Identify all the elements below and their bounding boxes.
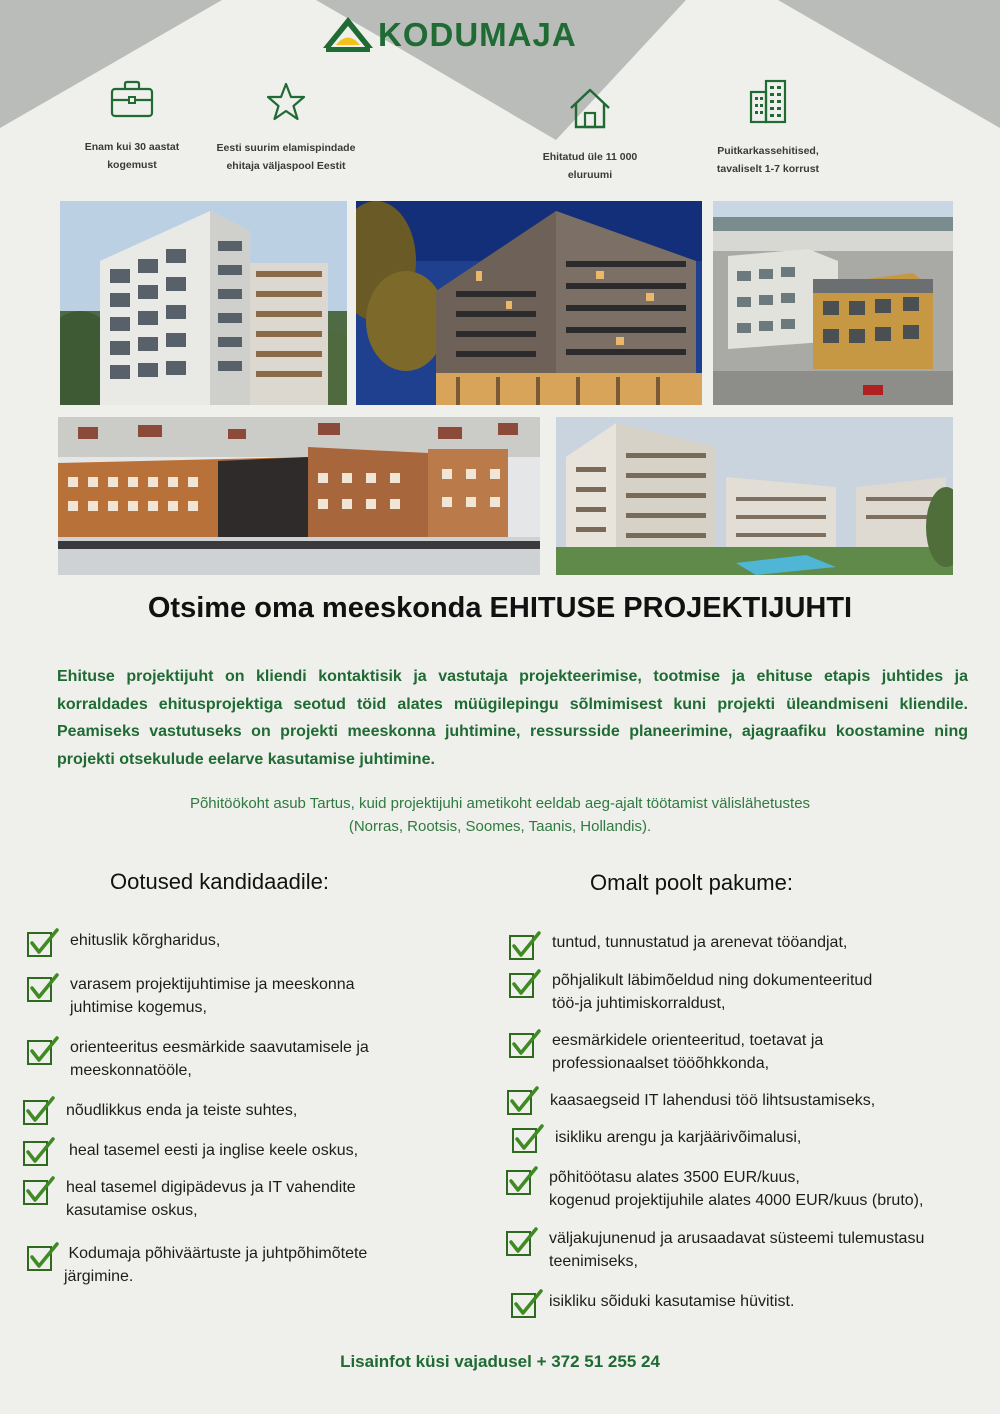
offer-item [510, 1289, 794, 1319]
offer-item [506, 1086, 875, 1116]
page-headline: Otsime oma meeskonda EHITUSE PROJEKTIJUHTI [147, 592, 853, 624]
checkbox-check-icon [506, 1086, 540, 1116]
expectation-item [26, 928, 220, 958]
feature-largest-builder [206, 82, 366, 175]
photo-night-apartment-building [356, 201, 702, 405]
feature-text-line: Ehitatud üle 11 000 [542, 151, 638, 163]
offer-line: põhitöötasu alates 3500 EUR/kuus, [549, 1169, 800, 1186]
checkbox-check-icon [26, 1242, 60, 1272]
house-icon [568, 86, 612, 130]
offer-item [508, 969, 872, 1015]
feature-homes-built [510, 86, 670, 184]
expectation-line: ehituslik kõrgharidus, [70, 932, 221, 949]
briefcase-icon [110, 80, 154, 118]
expectation-item [26, 1242, 367, 1288]
offer-item [511, 1124, 801, 1154]
checkbox-check-icon [22, 1137, 56, 1167]
feature-experience [52, 80, 212, 174]
checkbox-check-icon [26, 973, 60, 1003]
expectation-line: järgimine. [64, 1268, 134, 1285]
checkbox-check-icon [508, 931, 542, 961]
checkbox-check-icon [22, 1096, 56, 1126]
offer-item [505, 1166, 923, 1212]
offer-line: väljakujunenud ja arusaadavat süsteemi tulemustasu [549, 1230, 925, 1247]
offer-line: kaasaegseid IT lahendusi töö lihtsustamiseks, [550, 1092, 876, 1109]
offer-line: professionaalset tööõhkkonda, [552, 1055, 770, 1072]
building-icon [748, 78, 788, 124]
expectation-line: varasem projektijuhtimise ja meeskonna [70, 976, 355, 993]
expectation-item [26, 973, 355, 1019]
expectation-item [22, 1176, 356, 1222]
kodumaja-logo [322, 12, 577, 58]
offer-line: tuntud, tunnustatud ja arenevat tööandjat, [552, 934, 848, 951]
offer-item [508, 931, 847, 961]
expectation-line: juhtimise kogemus, [70, 999, 207, 1016]
checkbox-check-icon [510, 1289, 544, 1319]
checkbox-check-icon [26, 1036, 60, 1066]
offer-line: töö-ja juhtimiskorraldust, [552, 995, 726, 1012]
expectations-title: Ootused kandidaadile: [110, 869, 329, 894]
offer-title: Omalt poolt pakume: [590, 870, 793, 895]
feature-text-line: kogemust [107, 159, 157, 171]
expectation-line: orienteeritus eesmärkide saavutamisele ja [70, 1039, 369, 1056]
expectation-item [22, 1096, 297, 1126]
feature-text-line: Enam kui 30 aastat [84, 141, 180, 153]
expectation-line: heal tasemel digipädevus ja IT vahendite [66, 1179, 356, 1196]
logo-house-icon [322, 16, 374, 54]
expectation-line: Kodumaja põhiväärtuste ja juhtpõhimõtete [64, 1245, 368, 1262]
star-icon [266, 82, 306, 122]
photo-white-apartment-building [60, 201, 347, 405]
checkbox-check-icon [511, 1124, 545, 1154]
work-location-line: (Norras, Rootsis, Soomes, Taanis, Hollandis). [348, 818, 652, 835]
offer-line: põhjalikult läbimõeldud ning dokumenteeritud [552, 972, 873, 989]
offer-line: kogenud projektijuhile alates 4000 EUR/kuus (bruto), [549, 1192, 924, 1209]
photo-wooden-facade-buildings [58, 417, 540, 575]
checkbox-check-icon [508, 969, 542, 999]
feature-text-line: eluruumi [567, 169, 613, 181]
offer-line: isikliku arengu ja karjäärivõimalusi, [555, 1129, 802, 1146]
expectation-line: heal tasemel eesti ja inglise keele oskus, [69, 1142, 359, 1159]
feature-text-line: Puitkarkassehitised, [717, 145, 819, 157]
checkbox-check-icon [26, 928, 60, 958]
checkbox-check-icon [508, 1029, 542, 1059]
expectation-item [22, 1137, 358, 1167]
work-location [0, 792, 1000, 838]
offer-item [505, 1227, 924, 1273]
expectation-line: meeskonnatööle, [70, 1062, 192, 1079]
expectation-item [26, 1036, 369, 1082]
checkbox-check-icon [22, 1176, 56, 1206]
feature-text-line: Eesti suurim elamispindade [216, 142, 356, 154]
expectation-line: kasutamise oskus, [66, 1202, 198, 1219]
logo-text: KODUMAJA [378, 16, 577, 53]
offer-line: isikliku sõiduki kasutamise hüvitist. [549, 1293, 795, 1310]
checkbox-check-icon [505, 1166, 539, 1196]
photo-courtyard-with-pool [556, 417, 953, 575]
offer-line: eesmärkidele orienteeritud, toetavat ja [552, 1032, 824, 1049]
feature-text-line: tavaliselt 1-7 korrust [716, 163, 820, 175]
checkbox-check-icon [505, 1227, 539, 1257]
work-location-line: Põhitöökoht asub Tartus, kuid projektijuhi ametikoht eeldab aeg-ajalt töötamist välislähetustes [189, 795, 811, 812]
expectation-line: nõudlikkus enda ja teiste suhtes, [66, 1102, 298, 1119]
feature-text-line: ehitaja väljaspool Eestit [226, 160, 346, 172]
offer-line: teenimiseks, [549, 1253, 638, 1270]
job-description: Ehituse projektijuht on kliendi kontaktisik ja vastutaja projekteerimise, tootmise ja ehituse etapis juhtides ja korraldades ehitusprojektiga seotud töid alates müügilepingu sõlmimisest kuni projekti üleandmiseni kliendile. Peamiseks vastutuseks on projekti meeskonna juhtimine, ressursside planeerimine, ajagraafiku koostamine ning projekti otsekulude eelarve kasutamise juhtimine. [57, 668, 968, 768]
contact-footer: Lisainfot küsi vajadusel + 372 51 255 24 [340, 1352, 660, 1371]
offer-item [508, 1029, 823, 1075]
photo-aerial-city-buildings [713, 201, 953, 405]
feature-timber-frame [688, 78, 848, 178]
